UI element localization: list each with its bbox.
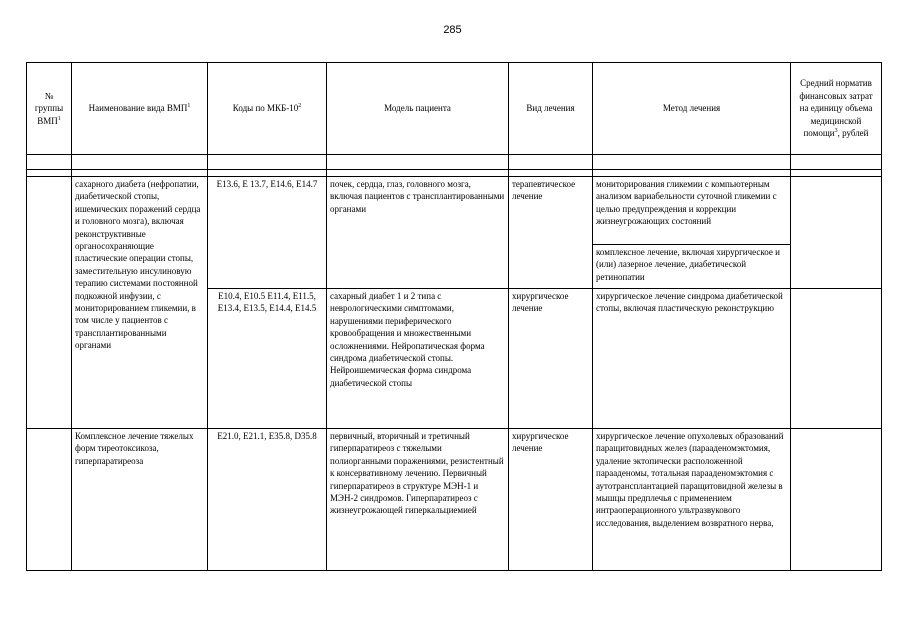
treatment-method-cell: хирургическое лечение опухолевых образований паращитовидных желез (парааденомэктомия, удаление эктопически расположенной парааденомы, тотальная парааденомэктомия с аутотрансплантацией паращитовидной железы в мышцы предплечья с применением интраоперационного ультразвукового исследования, выделением возвратного нерва, xyxy=(593,429,791,571)
header-cost: Средний норматив финансовых затрат на единицу объема медицинской помощи$^3$, рублей xyxy=(791,63,882,155)
spacer-row xyxy=(27,155,882,170)
patient-model-cell: почек, сердца, глаз, головного мозга, включая пациентов с трансплантированными органами xyxy=(327,177,509,289)
gap-row xyxy=(27,170,882,177)
table-row xyxy=(27,177,882,245)
header-row xyxy=(27,63,882,155)
table-row xyxy=(27,429,882,571)
header-icd-codes: Коды по МКБ-$10^2$ xyxy=(208,63,327,155)
icd-codes-cell: E10.4, E10.5 E11.4, E11.5, E13.4, E13.5, E14.4, E14.5 xyxy=(208,289,327,429)
cost-cell xyxy=(791,289,882,429)
cost-cell xyxy=(791,429,882,571)
treatment-type-cell: хирургическое лечение xyxy=(509,289,593,429)
treatment-method-cell: комплексное лечение, включая хирургическое и (или) лазерное лечение, диабетической ретинопатии xyxy=(593,245,791,289)
treatment-type-cell: хирургическое лечение xyxy=(509,429,593,571)
header-patient-model: Модель пациента xyxy=(327,63,509,155)
icd-codes-cell: E21.0, E21.1, E35.8, D35.8 xyxy=(208,429,327,571)
group-number-cell xyxy=(27,177,72,429)
cost-cell xyxy=(791,177,882,289)
treatment-method-cell: хирургическое лечение синдрома диабетической стопы, включая пластическую реконструкцию xyxy=(593,289,791,429)
vmp-table xyxy=(26,62,882,571)
icd-codes-cell: E13.6, E 13.7, E14.6, E14.7 xyxy=(208,177,327,289)
header-treatment-type: Вид лечения xyxy=(509,63,593,155)
vmp-name-cell: сахарного диабета (нефропатии, диабетической стопы, ишемических поражений сердца и головного мозга), включая реконструктивные органосохраняющие пластические операции стопы, заместительную инсулиновую терапию системами постоянной подкожной инфузии, с мониторированием гликемии, в том числе у пациентов с трансплантированными органами xyxy=(72,177,208,429)
vmp-name-cell: Комплексное лечение тяжелых форм тиреотоксикоза, гиперпаратиреоза xyxy=(72,429,208,571)
patient-model-cell: первичный, вторичный и третичный гиперпаратиреоз с тяжелыми полиорганными поражениями, резистентный к консервативному лечению. Первичный гиперпаратиреоз в структуре МЭН-1 и МЭН-2 синдромов. Гиперпаратиреоз с жизнеугрожающей гиперкальциемией xyxy=(327,429,509,571)
page-number: 285 xyxy=(443,24,462,36)
header-group-number: № группы ВМП$^1$ xyxy=(27,63,72,155)
treatment-type-cell: терапевтическое лечение xyxy=(509,177,593,289)
header-vmp-name: Наименование вида ВМП$^1$ xyxy=(72,63,208,155)
group-number-cell xyxy=(27,429,72,571)
patient-model-cell: сахарный диабет 1 и 2 типа с неврологическими симптомами, нарушениями периферического кровообращения и множественными осложнениями. Нейропатическая форма синдрома диабетической стопы. Нейроишемическая форма синдрома диабетической стопы xyxy=(327,289,509,429)
treatment-method-cell: мониторирования гликемии с компьютерным анализом вариабельности суточной гликемии с целью предупреждения и коррекции жизнеугрожающих состояний xyxy=(593,177,791,245)
header-treatment-method: Метод лечения xyxy=(593,63,791,155)
